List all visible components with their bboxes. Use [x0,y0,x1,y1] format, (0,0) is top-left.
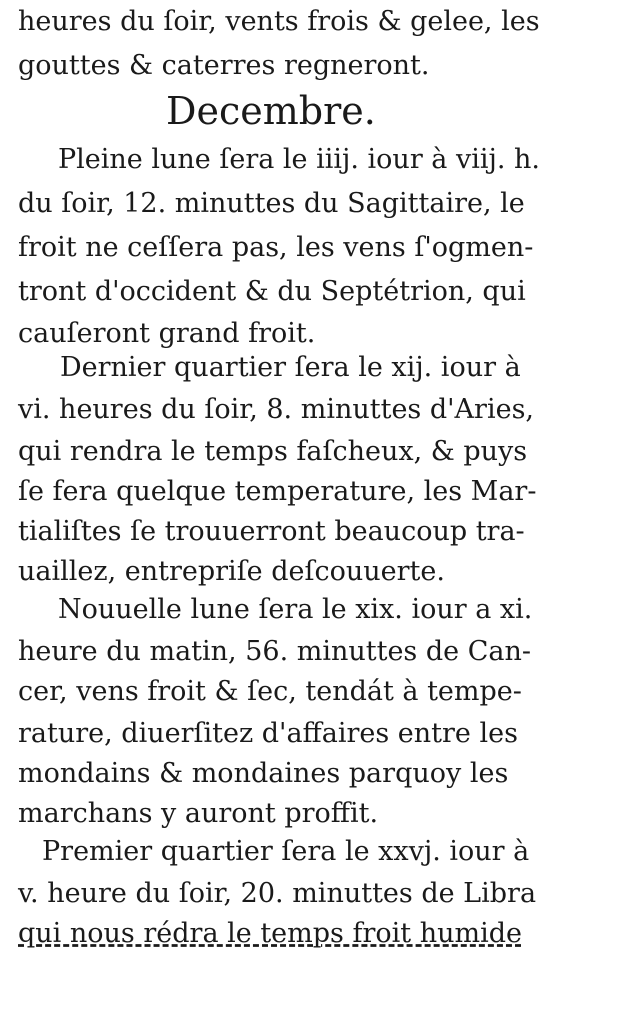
text-line: Nouuelle lune ſera le xix. iour a xi. [58,594,533,625]
text-line: Premier quartier ſera le xxvj. iour à [42,836,530,867]
text-line: mondains & mondaines parquoy les [18,758,509,789]
text-line: cer, vens froit & ſec, tendát à tempe- [18,676,522,707]
text-line: rature, diuerſitez d'affaires entre les [18,718,518,749]
text-line: tialiſtes ſe trouuerront beaucoup tra- [18,516,525,547]
text-line: qui rendra le temps faſcheux, & puys [18,436,528,467]
month-heading: Decembre. [166,89,376,133]
text-line: ſe fera quelque temperature, les Mar- [18,476,537,507]
text-line: cauſeront grand froit. [18,318,316,349]
text-line: vi. heures du ſoir, 8. minuttes d'Aries, [18,394,535,425]
text-line: uaillez, entrepriſe deſcouuerte. [18,556,445,587]
text-line: v. heure du ſoir, 20. minuttes de Libra [18,878,537,909]
text-line: marchans y auront proffit. [18,798,379,829]
text-line: gouttes & caterres regneront. [18,50,430,81]
text-line: froit ne ceſſera pas, les vens ſ'ogmen- [18,232,534,263]
text-line: heures du ſoir, vents frois & gelee, les [18,6,540,37]
text-line: Dernier quartier ſera le xij. iour à [60,352,521,383]
text-line: Pleine lune ſera le iiij. iour à viij. h. [58,144,541,175]
text-line: heure du matin, 56. minuttes de Can- [18,636,531,667]
text-line: du ſoir, 12. minuttes du Sagittaire, le [18,188,525,219]
text-line: tront d'occident & du Septétrion, qui [18,276,526,307]
text-line: qui nous rédra le temps froit humide [18,918,522,949]
